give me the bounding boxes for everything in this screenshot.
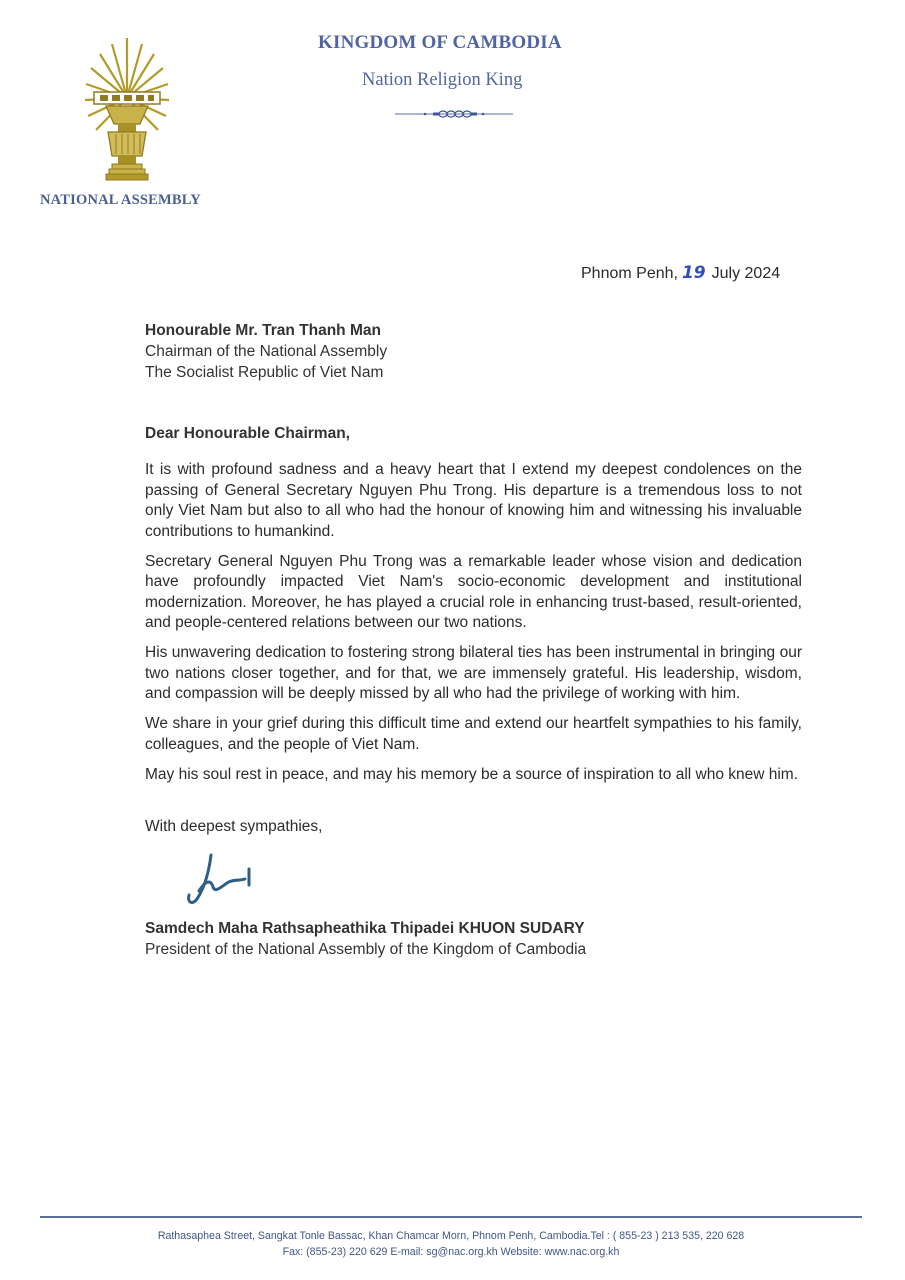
closing: With deepest sympathies, (145, 818, 323, 835)
institution-name: NATIONAL ASSEMBLY (40, 192, 201, 208)
national-assembly-emblem-icon (82, 36, 172, 186)
month-year: July 2024 (711, 265, 781, 282)
letter-body (145, 460, 802, 795)
signer-block (145, 918, 586, 960)
country-heading: KINGDOM OF CAMBODIA (318, 32, 562, 53)
footer-contact: Fax: (855-23) 220 629 E-mail: sg@nac.org.kh Website: www.nac.org.kh (282, 1246, 620, 1258)
footer-divider (40, 1216, 862, 1218)
signer-name: Samdech Maha Rathsapheathika Thipadei KHUON SUDARY (145, 920, 585, 937)
signer-title: President of the National Assembly of the Kingdom of Cambodia (145, 941, 587, 958)
recipient-name: Honourable Mr. Tran Thanh Man (145, 322, 381, 339)
body-paragraph: May his soul rest in peace, and may his memory be a source of inspiration to all who knew him. (145, 765, 799, 783)
handwritten-day: 19 (681, 263, 706, 283)
national-motto: Nation Religion King (362, 70, 523, 90)
ornament-divider-icon (395, 108, 513, 120)
salutation: Dear Honourable Chairman, (145, 425, 350, 442)
body-paragraph: We share in your grief during this difficult time and extend our heartfelt sympathies to his family, colleagues, and the people of Viet Nam. (145, 715, 802, 753)
footer (40, 1228, 862, 1260)
recipient-country: The Socialist Republic of Viet Nam (145, 364, 384, 381)
place: Phnom Penh, (581, 265, 678, 282)
body-paragraph: His unwavering dedication to fostering strong bilateral ties has been instrumental in bringing our two nations closer together, and for that, we are immensely grateful. His leadership, wisdom, and compassion will be deeply missed by all who had the privilege of working with him. (145, 644, 802, 702)
dateline (581, 263, 780, 283)
body-paragraph: Secretary General Nguyen Phu Trong was a remarkable leader whose vision and dedication have profoundly impacted Viet Nam's socio-economic development and institutional modernization. Moreover, he has played a crucial role in enhancing trust-based, result-oriented, and people-centered relations between our two nations. (145, 552, 802, 631)
signature-icon (183, 851, 263, 911)
body-paragraph: It is with profound sadness and a heavy heart that I extend my deepest condolences on the passing of General Secretary Nguyen Phu Trong. His departure is a tremendous loss to not only Viet Nam but also to all who had the honour of knowing him and witnessing his invaluable contributions to humankind. (145, 461, 802, 540)
recipient-title: Chairman of the National Assembly (145, 343, 388, 360)
footer-address: Rathasaphea Street, Sangkat Tonle Bassac, Khan Chamcar Morn, Phnom Penh, Cambodia.Tel : ( 855-23 ) 213 535, 220 628 (157, 1230, 745, 1242)
recipient-block (145, 320, 387, 383)
